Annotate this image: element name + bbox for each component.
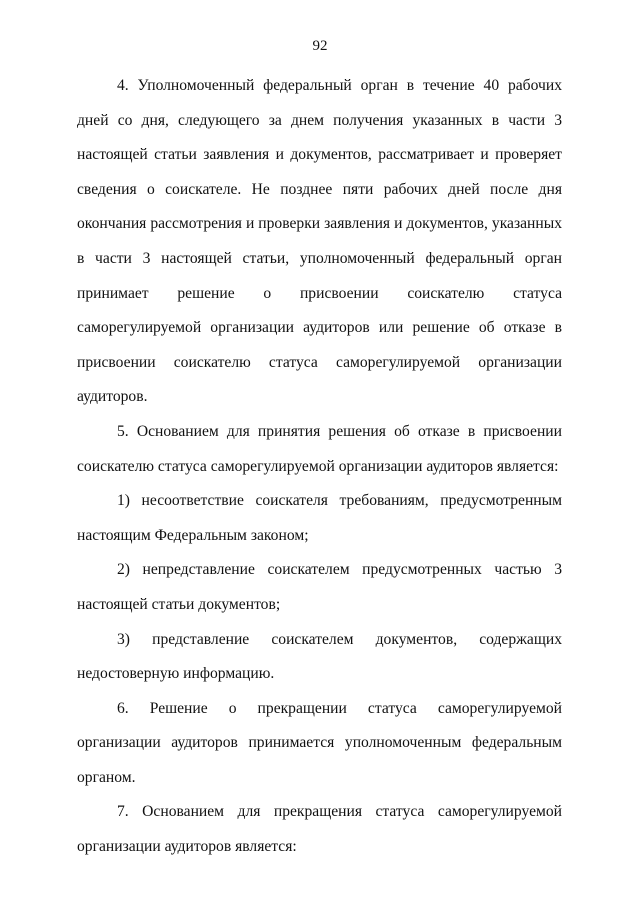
paragraph-4: 4. Уполномоченный федеральный орган в течение 40 рабочих дней со дня, следующего за днем получения указанных в части 3 настоящей статьи заявления и документов, рассматривает и проверяет сведения о соискателе. Не позднее пяти рабочих дней после дня окончания рассмотрения и проверки заявления и документов, указанных в части 3 настоящей статьи, уполномоченный федеральный орган принимает решение о присвоении соискателю статуса саморегулируемой организации аудиторов или решение об отказе в присвоении соискателю статуса саморегулируемой организации аудиторов.: [77, 77, 562, 406]
document-body: [77, 69, 562, 865]
paragraph-7: 7. Основанием для прекращения статуса саморегулируемой организации аудиторов является:: [77, 803, 562, 856]
list-item-1: 1) несоответствие соискателя требованиям, предусмотренным настоящим Федеральным законом;: [77, 492, 562, 544]
list-item-3: 3) представление соискателем документов, содержащих недостоверную информацию.: [77, 630, 562, 683]
list-item-2: 2) непредставление соискателем предусмотренных частью 3 настоящей статьи документов;: [77, 561, 562, 613]
paragraph-5: 5. Основанием для принятия решения об отказе в присвоении соискателю статуса саморегулируемой организации аудиторов является:: [77, 422, 562, 475]
paragraph-6: 6. Решение о прекращении статуса саморегулируемой организации аудиторов принимается уполномоченным федеральным органом.: [77, 699, 562, 786]
page-number: 92: [312, 38, 328, 54]
